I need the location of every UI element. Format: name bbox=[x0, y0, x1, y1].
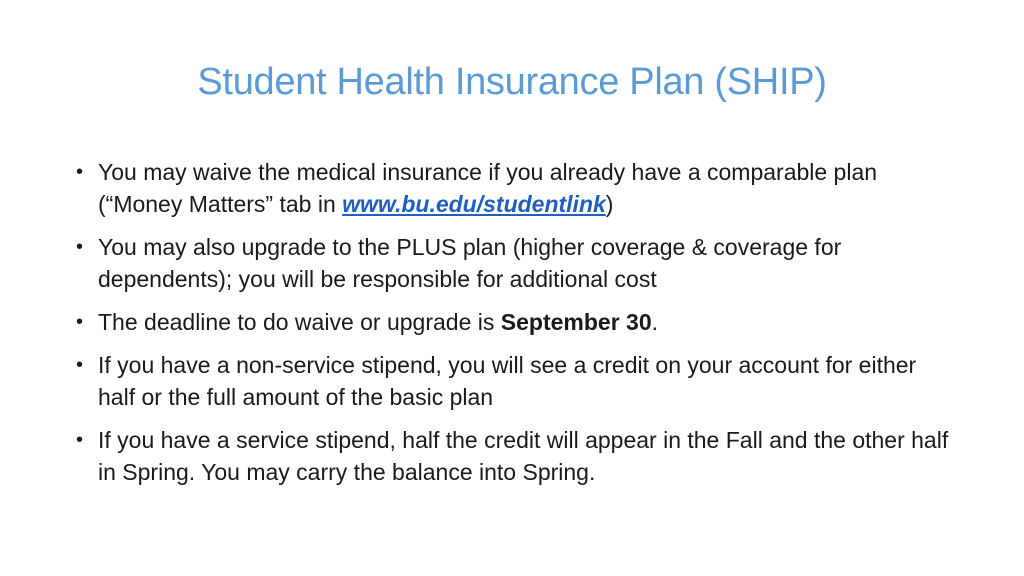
bullet-text-end: ) bbox=[605, 191, 614, 217]
bullet-text: If you have a non-service stipend, you will see a credit on your account for either half or the full amount of the basic plan bbox=[98, 352, 917, 410]
bullet-item-waive bbox=[76, 156, 956, 220]
bullet-text-end: . bbox=[651, 309, 659, 335]
bullet-text: You may waive the medical insurance if you already have a comparable plan (“Money Matters” tab in bbox=[98, 159, 878, 217]
bullet-icon: • bbox=[76, 311, 84, 333]
bullet-text: You may also upgrade to the PLUS plan (higher coverage & coverage for dependents); you will be responsible for additional cost bbox=[98, 234, 842, 292]
bullet-item-upgrade bbox=[76, 231, 956, 295]
bullet-icon: • bbox=[76, 236, 84, 258]
bullet-item-deadline bbox=[76, 306, 956, 338]
bullet-text: The deadline to do waive or upgrade is bbox=[98, 309, 501, 335]
bullet-icon: • bbox=[76, 354, 84, 376]
slide-title: Student Health Insurance Plan (SHIP) bbox=[197, 61, 827, 103]
studentlink-link[interactable]: www.bu.edu/studentlink bbox=[342, 191, 606, 217]
bullet-list bbox=[76, 156, 956, 499]
bullet-icon: • bbox=[76, 429, 84, 451]
bullet-text: If you have a service stipend, half the credit will appear in the Fall and the other half in Spring. You may carry the balance into Spring. bbox=[98, 427, 949, 485]
bullet-icon: • bbox=[76, 161, 84, 183]
bullet-item-service-stipend bbox=[76, 424, 956, 488]
deadline-date: September 30 bbox=[500, 309, 652, 335]
bullet-item-non-service-stipend bbox=[76, 349, 956, 413]
